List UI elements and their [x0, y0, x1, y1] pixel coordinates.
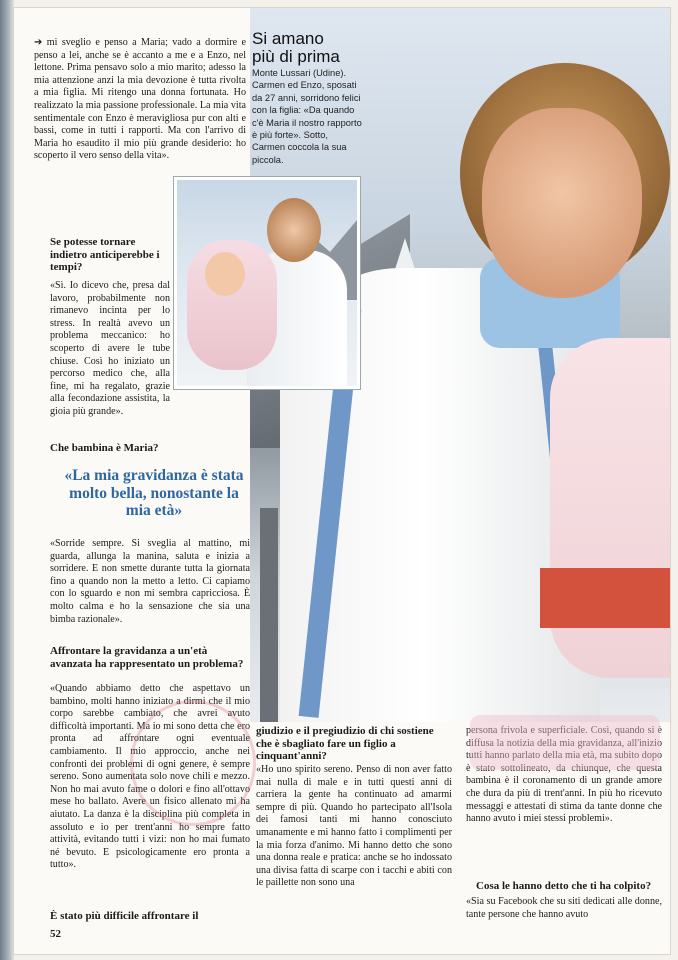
- watermark-stamp-icon: [130, 700, 256, 826]
- continue-arrow-icon: ➔: [34, 37, 43, 48]
- question-5: Cosa le hanno detto che ti ha colpito?: [476, 880, 652, 892]
- question-2: Che bambina è Maria?: [50, 442, 159, 454]
- inset-photo: [174, 177, 360, 389]
- question-3: Affrontare la gravidanza a un'età avanzata ha rappresentato un problema?: [50, 645, 244, 670]
- question-4-start: È stato più difficile affrontare il: [50, 910, 199, 922]
- sidebar-title: Si amano più di prima: [252, 29, 340, 66]
- photo-caption: Monte Lussari (Udine). Carmen ed Enzo, sposati da 27 anni, sorridono felici con la figlia: «Da quando c'è Maria il nostro rapporto è più forte». Sotto, Carmen coccola la sua piccola.: [252, 68, 362, 165]
- answer-3: «Quando abbiamo detto che aspettavo un bambino, molti hanno iniziato a dirmi che il mio corpo sarebbe cambiato, che avrei avuto difficoltà importanti. Ma io mi sono detta che ero pronta ad affrontare ogni eventuale cambiamento. Il mio approccio, anche nei confronti dei problemi di ogni genere, è sempre sereno. Sono aumentata solo nove chili e mezzo. Non ho mai avuto fame o dolori e fino all'ottavo mese ho ballato. Avere un fisico allenato mi ha aiutato. La danza è la disciplina più completa in assoluto e io per trent'anni ho sempre fatto attività, evitando tutti i vizi: non ho mai fumato né bevuto. E psicologicamente ero pronta a tutto».: [50, 683, 250, 871]
- question-1: Se potesse tornare indietro anticiperebbe i tempi?: [50, 236, 160, 273]
- watermark-logo-icon: [470, 715, 660, 770]
- col1-top-text: ➔ mi sveglio e penso a Maria; vado a dormire e penso a lei, anche se è accanto a me e a Enzo, nel lettone. Prima pensavo solo a mio marito; adesso la mia attenzione anzi la mia devozione è tutta rivolta a mia figlia. Mi ritengo una donna fortunata. Ho realizzato la mia passione professionale. La mia vita sentimentale con Enzo è meravigliosa pur con alti e bassi, come in tutti i rapporti. Ma con l'arrivo di Maria ho esaudito il mio più grande desiderio: ho scoperto il vero senso della vita».: [34, 37, 246, 162]
- answer-2: «Sorride sempre. Si sveglia al mattino, mi guarda, allunga la manina, saluta e inizia a sorridere. E non smette durante tutta la giornata fino a quando non la metto a letto. Ci capiamo con lo sguardo e non mi sembra capricciosa. È molto calma e ho la sensazione che sia una bimba razionale».: [50, 538, 250, 625]
- question-4-end: giudizio e il pregiudizio di chi sostiene che è sbagliato fare un figlio a cinquant'anni?: [256, 725, 434, 762]
- page-edge: [0, 0, 14, 960]
- answer-4-continued: persona frivola e superficiale. Così, quando si è diffusa la notizia della mia gravidanza, all'inizio tutti hanno parlato della mia età, ma subito dopo è stato sottolineato, da chiunque, che questa bambina è il coronamento di un grande amore che dura da più di trent'anni. In più ho ricevuto messaggi e attestati di stima da tante donne che hanno avuto i miei stessi problemi».: [466, 725, 662, 825]
- page-number: 52: [50, 928, 61, 940]
- pull-quote: «La mia gravidanza è stata molto bella, nonostante la mia età»: [64, 467, 244, 519]
- answer-4: «Ho uno spirito sereno. Penso di non aver fatto mai nulla di male e in tutti questi anni di carriera la gente ha continuato ad amarmi sempre di più. Quando ho partecipato all'Isola dei famosi tanti mi hanno conosciuto umanamente e mi hanno fatto i complimenti per la mia forza d'animo. Mi hanno detto che sono una donna reale e pratica: anche se ho indossato una divisa fatta di scarpe con i tacchi e abiti con le paillette non sono una: [256, 764, 452, 889]
- answer-1: «Sì. Io dicevo che, presa dal lavoro, probabilmente non rimanevo incinta per lo stress. In realtà avevo un problema meccanico: ho scoperto di avere le tube chiuse. Così ho iniziato un percorso medico che, alla fine, mi ha regalato, grazie alla fecondazione assistita, la gioia più grande».: [50, 280, 170, 417]
- answer-5: «Sia su Facebook che su siti dedicati alle donne, tante persone che hanno avuto: [466, 896, 662, 920]
